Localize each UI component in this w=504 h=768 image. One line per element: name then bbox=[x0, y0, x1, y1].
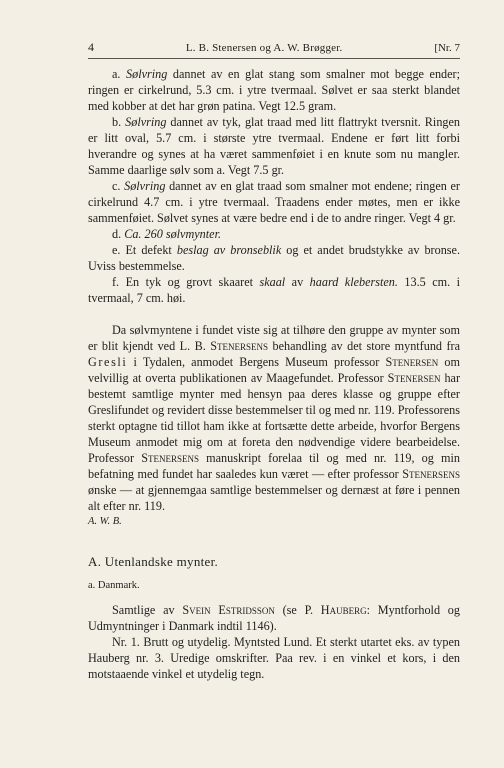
body-text bbox=[88, 66, 460, 682]
para-text: ønske — at gjennemgaa samtlige bestemmelser og dernæst at føre i pennen alt efter nr. 119. bbox=[88, 483, 460, 513]
series-number: [Nr. 7 bbox=[434, 42, 460, 54]
item-e bbox=[88, 242, 460, 274]
signature: A. W. B. bbox=[88, 516, 122, 527]
running-header bbox=[88, 40, 460, 55]
king-name: Svein Estridsson bbox=[182, 603, 275, 617]
item-f-emph1: skaal bbox=[259, 275, 286, 289]
para-text: Da sølvmyntene i fundet viste sig at tilhøre den gruppe av mynter som er blit kjendt ved L. B. bbox=[88, 323, 460, 353]
running-title: L. B. Stenersen og A. W. Brøgger. bbox=[185, 42, 343, 54]
para-text: Samtlige av bbox=[112, 603, 183, 617]
spacer bbox=[88, 546, 460, 554]
page-number: 4 bbox=[88, 40, 94, 54]
coin-entry-1: Nr. 1. Brutt og utydelig. Myntsted Lund. Et sterkt utartet eks. av typen Hauberg nr. 3. Uredige omskrifter. Paa rev. i en vinkel et kors, i den motstaaende vinkel et utydelig tegn. bbox=[88, 635, 460, 681]
item-a-label: a. bbox=[112, 67, 127, 81]
item-d-emph: Ca. 260 sølvmynter. bbox=[124, 227, 222, 241]
item-c-emph: Sølvring bbox=[124, 179, 166, 193]
item-e-text: og et andet brudstykke av bronse. Uviss bestemmelse. bbox=[88, 243, 460, 273]
para-text: (se P. bbox=[274, 603, 321, 617]
item-c bbox=[88, 178, 460, 226]
item-a bbox=[88, 66, 460, 114]
para-text: manuskript forelaa til og med nr. 119, og min befatning med fundet har saaledes kun været — efter professor bbox=[88, 451, 460, 481]
item-e-label: e. Et defekt bbox=[112, 243, 177, 257]
item-f-emph2: haard klebersten. bbox=[309, 275, 398, 289]
author-name: Stenersens bbox=[141, 451, 199, 465]
spacer bbox=[88, 306, 460, 322]
place-name: Gresli bbox=[88, 355, 128, 369]
spacer bbox=[88, 570, 460, 578]
item-b-text: dannet av tyk, glat traad med litt flattrykt tversnit. Ringen er litt oval, 5.7 cm. i største ytre tvermaal. Endene er ført litt forbi hverandre og synes at ha været sammenføiet i en knute som nu mangler. Samme daarlige sølv som a. Vegt 7.5 gr. bbox=[88, 115, 461, 177]
intro-paragraph bbox=[88, 322, 460, 514]
item-b-label: b. bbox=[112, 115, 126, 129]
spacer bbox=[88, 594, 460, 602]
para-text: har bestemt samtlige mynter med hensyn paa deres klasse og gruppe efter Greslifundet og revidert disse bestemmelser til og med nr. 119. Professorens sterkt optagne tid tillot ham ikke at fortsætte dette arbeide, hvorfor Bergens Museum anmodet mig om at foreta den nødvendige videre bearbeidelse. Professor bbox=[88, 371, 460, 465]
item-a-emph: Sølvring bbox=[126, 67, 168, 81]
item-d bbox=[88, 226, 460, 242]
para-text: : Myntforhold og Udmyntninger i Danmark indtil 1146). bbox=[88, 603, 460, 633]
para-text: om velvillig at overta publikationen av Maagefundet. Professor bbox=[88, 355, 460, 385]
item-f-text1: av bbox=[285, 275, 310, 289]
item-e-emph: beslag av bronseblik bbox=[176, 243, 282, 257]
para-text: behandling av det store myntfund fra bbox=[268, 339, 461, 353]
author-name: Hauberg bbox=[320, 603, 367, 617]
section-subheading: a. Danmark. bbox=[88, 580, 140, 591]
item-f-text2: 13.5 cm. i tvermaal, 7 cm. høi. bbox=[88, 275, 461, 305]
item-b-emph: Sølvring bbox=[125, 115, 167, 129]
item-d-label: d. bbox=[112, 227, 125, 241]
item-f-label: f. En tyk og grovt skaaret bbox=[112, 275, 260, 289]
para-text: i Tydalen, anmodet Bergens Museum professor bbox=[127, 355, 386, 369]
author-name: Stenersens bbox=[210, 339, 269, 353]
author-name: Stenersens bbox=[402, 467, 460, 481]
item-c-label: c. bbox=[112, 179, 125, 193]
author-name: Stenersen bbox=[387, 371, 441, 385]
coin-source-paragraph bbox=[88, 602, 460, 634]
item-a-text: dannet av en glat stang som smalner mot begge ender; ringen er cirkelrund, 5.3 cm. i ytre tvermaal. Sølvet er saa sterkt blandet med kobber at det har grøn patina. Vegt 12.5 gram. bbox=[88, 67, 460, 113]
item-c-text: dannet av en glat traad som smalner mot endene; ringen er cirkelrund 4.7 cm. i ytre tvermaal. Traadens ender møtes, men er ikke sammenføiet. Sølvet synes at være bedre end i de to andre ringer. Vegt 4 gr. bbox=[88, 179, 460, 225]
spacer bbox=[88, 530, 460, 546]
section-heading: A. Utenlandske mynter. bbox=[88, 554, 219, 569]
item-f bbox=[88, 274, 460, 306]
header-rule bbox=[88, 58, 460, 59]
item-b bbox=[88, 114, 460, 178]
author-name: Stenersen bbox=[385, 355, 439, 369]
